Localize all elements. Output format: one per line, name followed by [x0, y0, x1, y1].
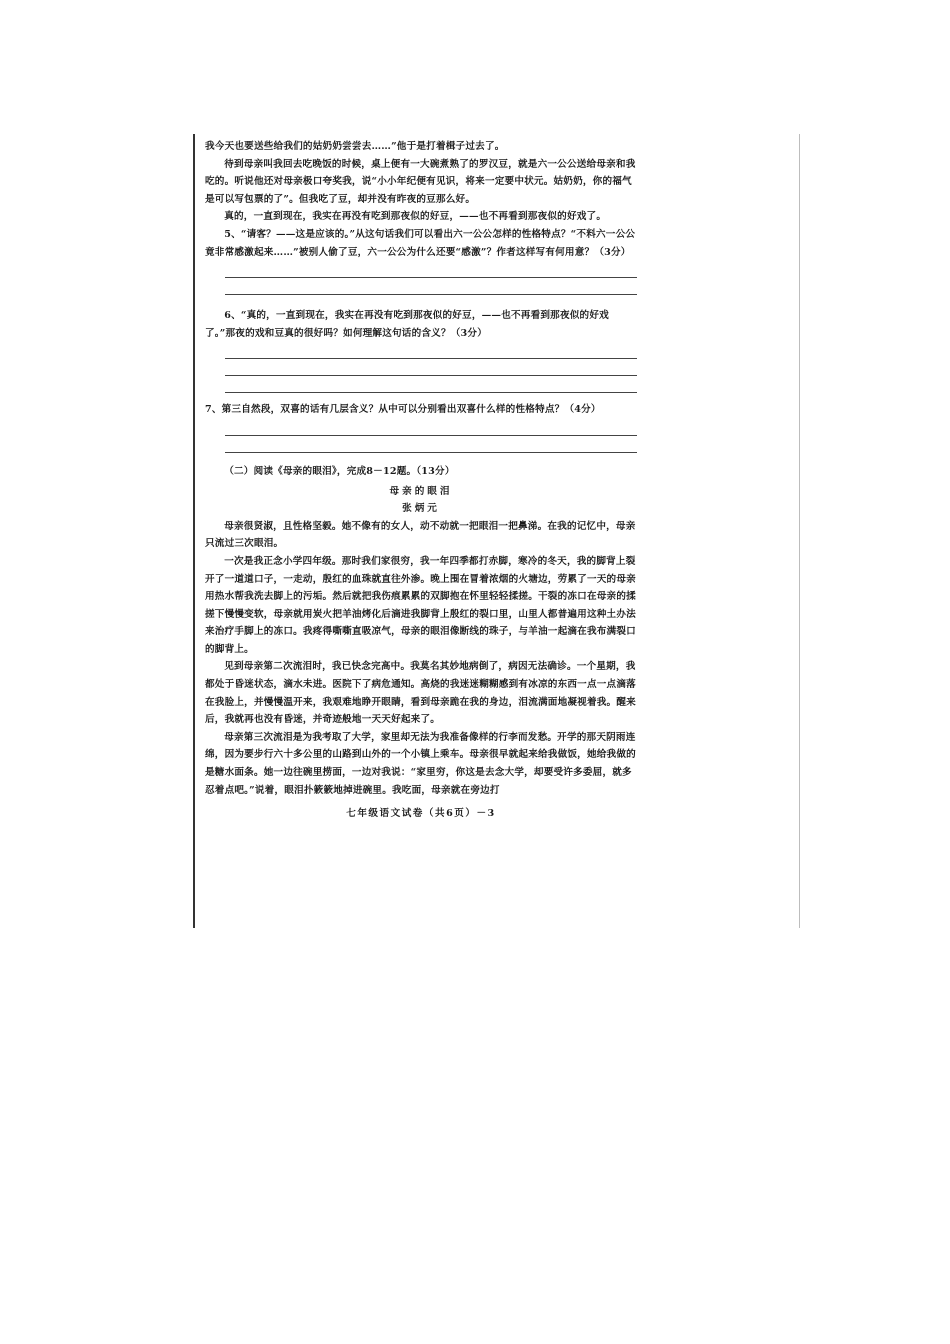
question-5: 5、“请客？——这是应该的。”从这句话我们可以看出六一公公怎样的性格特点？“不料六一公公竟非常感激起来……”被别人偷了豆，六一公公为什么还要“感激”？作者这样写有何用意？（3分）: [205, 228, 636, 258]
text-paragraph: 我今天也要送些给我们的姑奶奶尝尝去……”他于是打着楫子过去了。: [205, 141, 505, 152]
scan-right-edge: [799, 134, 800, 928]
page-footer: 七年级语文试卷（共6页）－3: [346, 808, 496, 820]
article-title: 母亲的眼泪: [389, 485, 453, 497]
question-7: 7、第三自然段，双喜的话有几层含义？从中可以分别看出双喜什么样的性格特点？（4分）: [205, 404, 601, 416]
text-paragraph: 真的，一直到现在，我实在再没有吃到那夜似的好豆，——也不再看到那夜似的好戏了。: [224, 211, 607, 223]
scan-left-edge: [193, 134, 195, 928]
exam-page: [205, 138, 637, 823]
article-paragraph: 母亲很贤淑，且性格坚毅。她不像有的女人，动不动就一把眼泪一把鼻涕。在我的记忆中，母亲只流过三次眼泪。: [205, 520, 636, 550]
article-paragraph: 母亲第三次流泪是为我考取了大学，家里却无法为我准备像样的行李而发愁。开学的那天阴雨连绵，因为要步行六十多公里的山路到山外的一个小镇上乘车。母亲很早就起来给我做饭，她给我做的是糖水面条。她一边往碗里捞面，一边对我说：“家里穷，你这是去念大学，却要受许多委屈，就多忍着点吧。”说着，眼泪扑簌簌地掉进碗里。我吃面，母亲就在旁边打: [205, 731, 636, 796]
question-6: 6、“真的，一直到现在，我实在再没有吃到那夜似的好豆，——也不再看到那夜似的好戏了。”那夜的戏和豆真的很好吗？如何理解这句话的含义？（3分）: [205, 310, 609, 339]
article-author: 张炳元: [402, 503, 440, 515]
text-paragraph: 待到母亲叫我回去吃晚饭的时候，桌上便有一大碗煮熟了的罗汉豆，就是六一公公送给母亲和我吃的。听说他还对母亲极口夸奖我，说“小小年纪便有见识，将来一定要中状元。姑奶奶，你的福气是可以写包票的了”。但我吃了豆，却并没有昨夜的豆那么好。: [205, 158, 636, 205]
article-paragraph: 见到母亲第二次流泪时，我已快念完高中。我莫名其妙地病倒了，病因无法确诊。一个星期，我都处于昏迷状态，滴水未进。医院下了病危通知。高烧的我迷迷糊糊感到有冰凉的东西一点一点滴落在我脸上，并慢慢温开来，我艰难地睁开眼睛，看到母亲跪在我的身边，泪流满面地凝视着我。醒来后，我就再也没有昏迷，并奇迹般地一天天好起来了。: [205, 661, 636, 726]
section-heading: （二）阅读《母亲的眼泪》，完成8－12题。（13分）: [224, 465, 455, 477]
article-paragraph: 一次是我正念小学四年级。那时我们家很穷，我一年四季都打赤脚，寒冷的冬天，我的脚背上裂开了一道道口子，一走动，殷红的血珠就直往外渗。晚上围在冒着浓烟的火塘边，劳累了一天的母亲用热水帮我洗去脚上的污垢。然后就把我伤痕累累的双脚抱在怀里轻轻揉搓。干裂的冻口在母亲的揉搓下慢慢变软，母亲就用炭火把羊油烤化后滴进我脚背上殷红的裂口里，山里人都普遍用这种土办法来治疗手脚上的冻口。我疼得嘶嘶直吸凉气，母亲的眼泪像断线的珠子，与羊油一起滴在我布满裂口的脚背上。: [205, 555, 636, 655]
